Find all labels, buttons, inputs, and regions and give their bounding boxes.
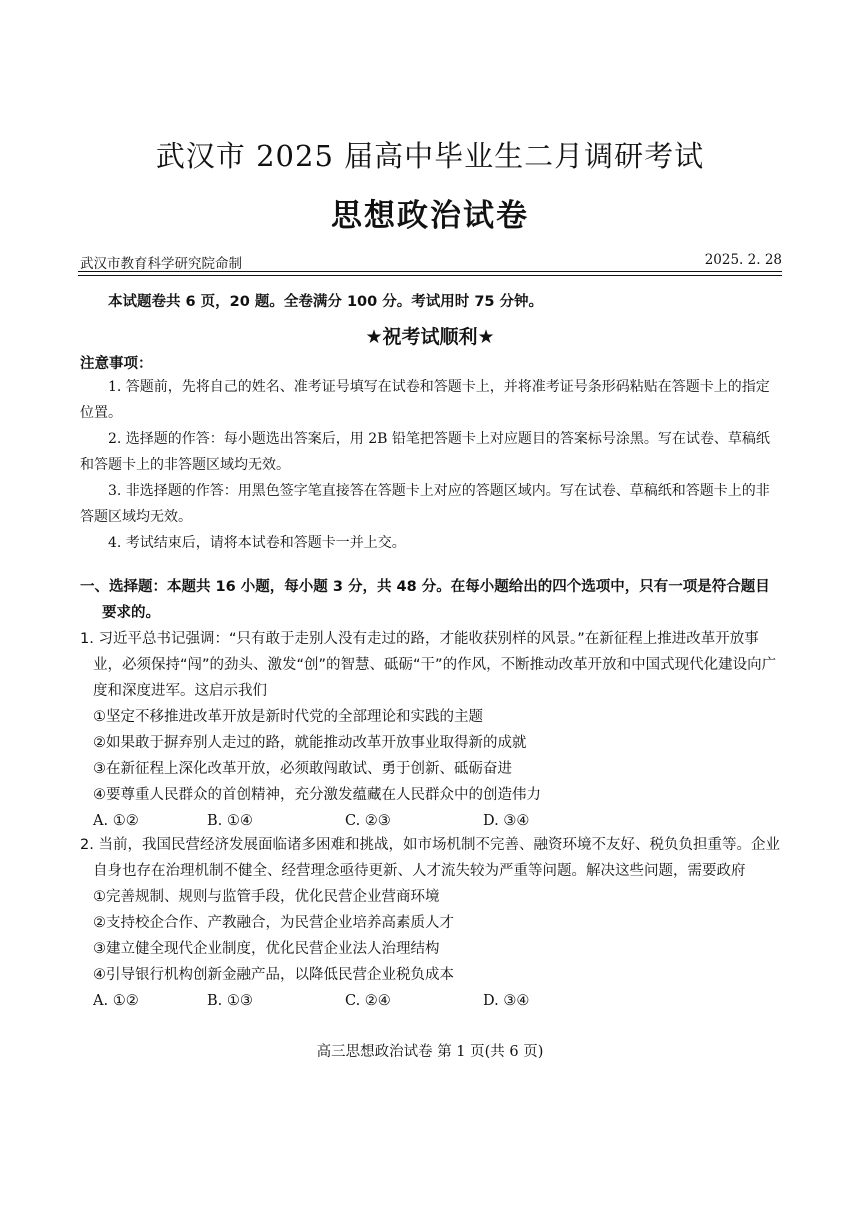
statement: ④要尊重人民群众的首创精神，充分激发蕴藏在人民群众中的创造伟力 (93, 787, 541, 803)
notice-item: 3. 非选择题的作答：用黑色签字笔直接答在答题卡上对应的答题区域内。写在试卷、草稿纸和答题卡上的非答题区域均无效。 (80, 483, 770, 525)
good-luck-banner: ★祝考试顺利★ (365, 326, 495, 348)
statement: ②如果敢于摒弃别人走过的路，就能推动改革开放事业取得新的成就 (93, 735, 527, 751)
option-a: A. ①② (93, 813, 139, 829)
question-2 (80, 832, 782, 1014)
statement: ①坚定不移推进改革开放是新时代党的全部理论和实践的主题 (93, 709, 483, 725)
notice-item: 2. 选择题的作答：每小题选出答案后，用 2B 铅笔把答题卡上对应题目的答案标号涂黑。写在试卷、草稿纸和答题卡上的非答题区域均无效。 (80, 431, 770, 473)
exam-date: 2025. 2. 28 (704, 252, 782, 268)
option-b: B. ①③ (207, 993, 253, 1009)
options-row (80, 808, 782, 834)
exam-subtitle: 思想政治试卷 (331, 198, 529, 234)
question-stem: 1. 习近平总书记强调：“只有敢于走别人没有走过的路，才能收获别样的风景。”在新征程上推进改革开放事业，必须保持“闯”的劲头、激发“创”的智慧、砥砺“干”的作风，不断推动改革开放和中国式现代化建设向广度和深度进军。这启示我们 (80, 631, 777, 699)
notice-item: 1. 答题前，先将自己的姓名、准考证号填写在试卷和答题卡上，并将准考证号条形码粘贴在答题卡上的指定位置。 (80, 379, 770, 421)
statement: ③在新征程上深化改革开放，必须敢闯敢试、勇于创新、砥砺奋进 (93, 761, 512, 777)
header-rule-thin (78, 275, 782, 276)
options-row (80, 988, 782, 1014)
option-c: C. ②③ (345, 813, 391, 829)
exam-intro: 本试题卷共 6 页，20 题。全卷满分 100 分。考试用时 75 分钟。 (108, 294, 544, 310)
issuer: 武汉市教育科学研究院命制 (80, 256, 242, 272)
notice-list (80, 374, 782, 556)
option-d: D. ③④ (483, 993, 530, 1009)
statement: ③建立健全现代企业制度，优化民营企业法人治理结构 (93, 941, 440, 957)
option-b: B. ①④ (207, 813, 253, 829)
option-c: C. ②④ (345, 993, 391, 1009)
exam-title: 武汉市 2025 届高中毕业生二月调研考试 (155, 139, 705, 173)
statement: ④引导银行机构创新金融产品，以降低民营企业税负成本 (93, 967, 454, 983)
statement: ①完善规制、规则与监管手段，优化民营企业营商环境 (93, 889, 440, 905)
option-d: D. ③④ (483, 813, 530, 829)
notice-item: 4. 考试结束后，请将本试卷和答题卡一并上交。 (108, 535, 406, 551)
notice-label: 注意事项： (80, 356, 153, 372)
section-heading: 一、选择题：本题共 16 小题，每小题 3 分，共 48 分。在每小题给出的四个选项中，只有一项是符合题目要求的。 (80, 579, 770, 621)
page-footer: 高三思想政治试卷 第 1 页(共 6 页) (316, 1044, 544, 1060)
question-1 (80, 626, 782, 834)
option-a: A. ①② (93, 993, 139, 1009)
header-rule-thick (78, 271, 782, 272)
statement: ②支持校企合作、产教融合，为民营企业培养高素质人才 (93, 915, 454, 931)
question-stem: 2. 当前，我国民营经济发展面临诸多困难和挑战，如市场机制不完善、融资环境不友好、税负负担重等。企业自身也存在治理机制不健全、经营理念亟待更新、人才流失较为严重等问题。解决这些问题，需要政府 (80, 837, 780, 879)
